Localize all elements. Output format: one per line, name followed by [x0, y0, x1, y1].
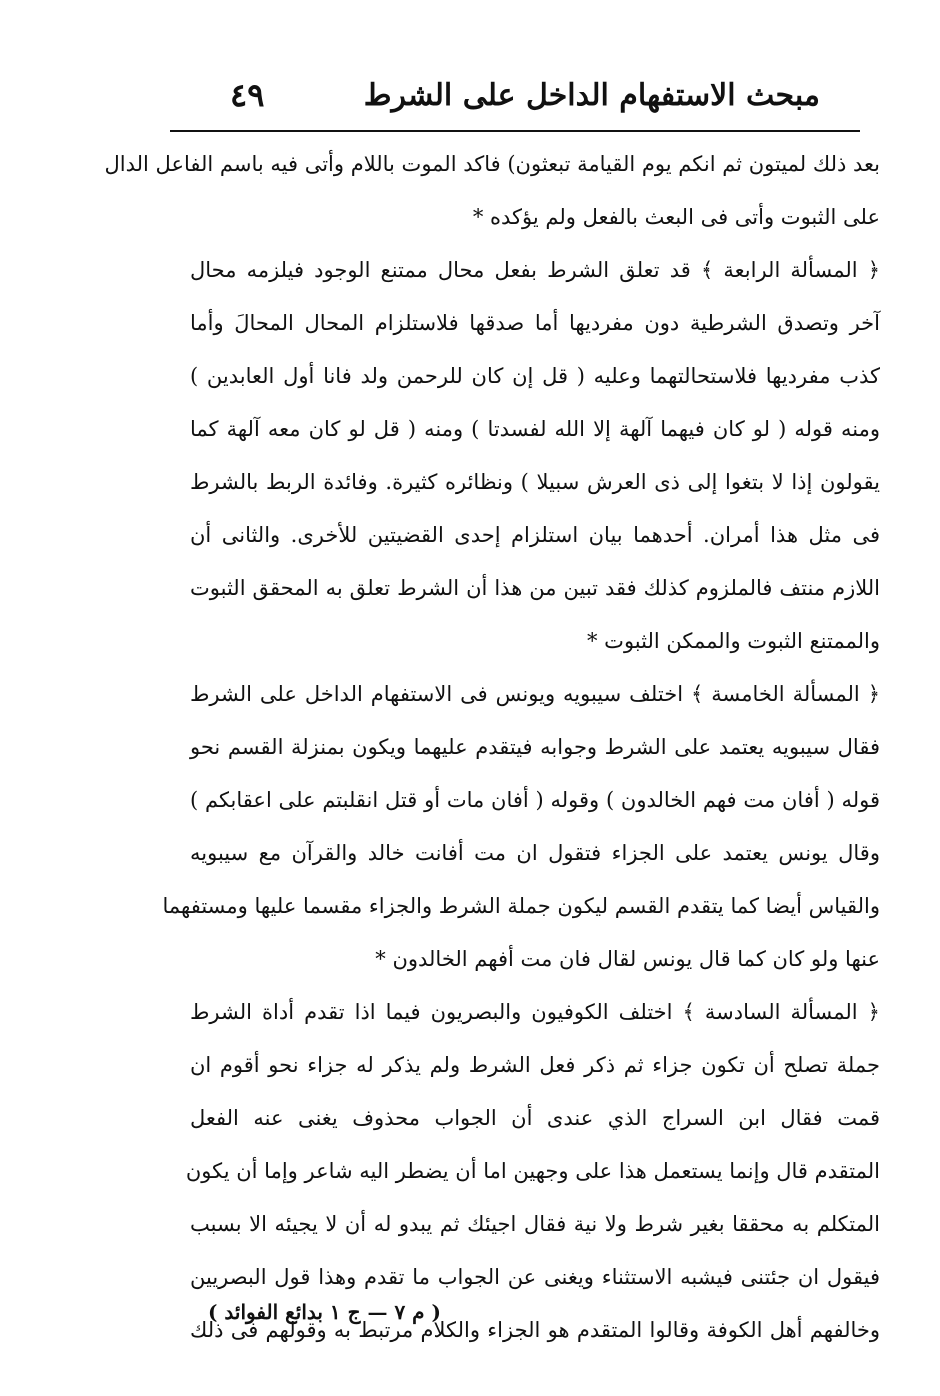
page-header: [170, 72, 860, 128]
text-line: المتكلم به محققا بغير شرط ولا نية فقال اجيئك ثم يبدو له أن لا يجيئه الا بسبب: [190, 1212, 880, 1236]
text-line: يقولون إذا لا بتغوا إلى ذى العرش سبيلا ) ونظائره كثيرة. وفائدة الربط بالشرط: [190, 470, 880, 494]
text-line: وقال يونس يعتمد على الجزاء فتقول ان مت أفانت خالد والقرآن مع سيبويه: [190, 841, 880, 865]
text-line: ﴿ المسألة الرابعة ﴾ قد تعلق الشرط بفعل محال ممتنع الوجود فيلزمه محال: [190, 258, 880, 282]
body-text: [104, 138, 880, 1357]
text-line: آخر وتصدق الشرطية دون مفرديها أما صدقها فلاستلزام المحال المحالَ وأما: [190, 311, 880, 335]
text-line: جملة تصلح أن تكون جزاء ثم ذكر فعل الشرط ولم يذكر له جزاء نحو أقوم ان: [190, 1053, 880, 1077]
text-line: ﴿ المسألة السادسة ﴾ اختلف الكوفيون والبصريون فيما اذا تقدم أداة الشرط: [190, 1000, 880, 1024]
text-line: فى مثل هذا أمران. أحدهما بيان استلزام إحدى القضيتين للأخرى. والثانى أن: [190, 523, 880, 547]
text-line: كذب مفرديها فلاستحالتهما وعليه ( قل إن كان للرحمن ولد فانا أول العابدين ): [190, 364, 880, 388]
text-line: قمت فقال ابن السراج الذي عندى أن الجواب محذوف يغنى عنه الفعل: [190, 1106, 880, 1130]
text-line: اللازم منتف فالملزوم كذلك فقد تبين من هذا أن الشرط تعلق به المحقق الثبوت: [190, 576, 880, 600]
text-line: ومنه قوله ( لو كان فيهما آلهة إلا الله لفسدتا ) ومنه ( قل لو كان معه آلهة كما: [190, 417, 880, 441]
signature-mark: ( م ٧ — ج ١ بدائع الفوائد ): [208, 1300, 441, 1324]
text-line: وخالفهم أهل الكوفة وقالوا المتقدم هو الجزاء والكلام مرتبط به وقولهم فى ذلك: [190, 1318, 880, 1342]
text-line: المتقدم قال وإنما يستعمل هذا على وجهين اما أن يضطر اليه شاعر وإما أن يكون: [185, 1159, 880, 1183]
header-rule: [170, 130, 860, 132]
page-number: ٤٩: [230, 76, 265, 114]
text-line: ﴿ المسألة الخامسة ﴾ اختلف سيبويه ويونس فى الاستفهام الداخل على الشرط: [190, 682, 880, 706]
text-line: عنها ولو كان كما قال يونس لقال فان مت أفهم الخالدون *: [375, 947, 880, 971]
text-line: فيقول ان جئتنى فيشبه الاستثناء ويغنى عن الجواب ما تقدم وهذا قول البصريين: [190, 1265, 880, 1289]
text-line: فقال سيبويه يعتمد على الشرط وجوابه فيتقدم عليهما ويكون بمنزلة القسم نحو: [190, 735, 880, 759]
text-line: قوله ( أفان مت فهم الخالدون ) وقوله ( أفان مات أو قتل انقلبتم على اعقابكم ): [190, 788, 880, 812]
text-line: والممتنع الثبوت والممكن الثبوت *: [587, 629, 880, 653]
running-title: مبحث الاستفهام الداخل على الشرط: [363, 78, 820, 113]
text-line: بعد ذلك لميتون ثم انكم يوم القيامة تبعثون) فاكد الموت باللام وأتى فيه باسم الفاعل الدال: [104, 152, 880, 176]
text-line: والقياس أيضا كما يتقدم القسم ليكون جملة الشرط والجزاء مقسما عليها ومستفهما: [162, 894, 880, 918]
text-line: على الثبوت وأتى فى البعث بالفعل ولم يؤكده *: [472, 205, 880, 229]
